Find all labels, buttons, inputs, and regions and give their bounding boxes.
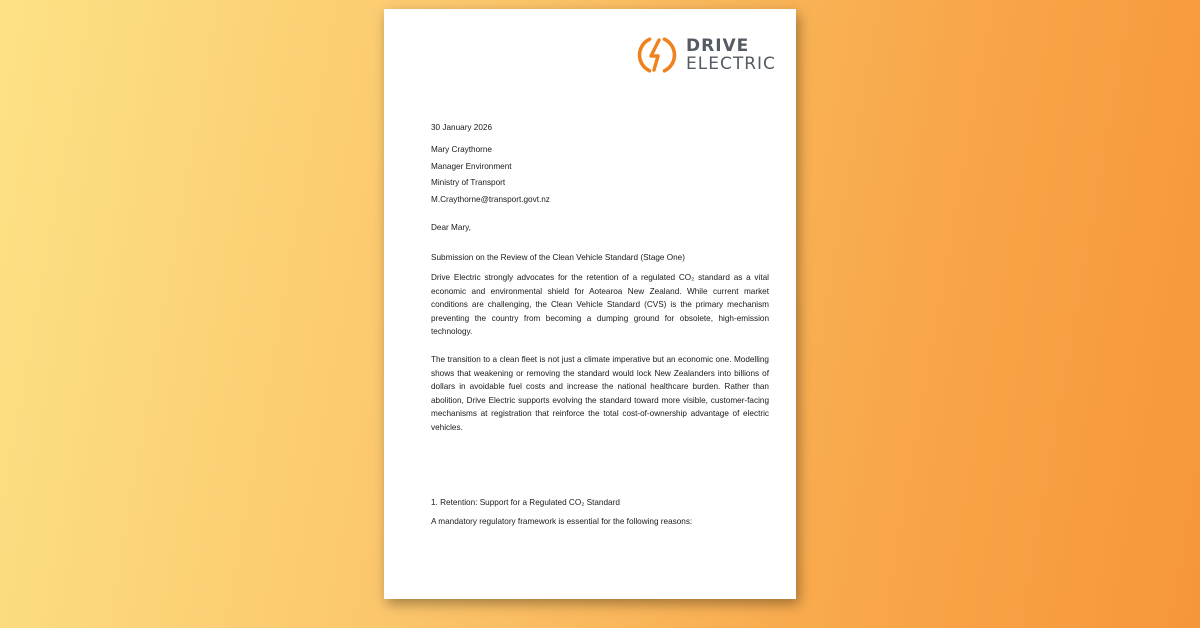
recipient-title: Manager Environment: [431, 161, 512, 171]
logo-word-electric: ELECTRIC: [686, 54, 776, 74]
body-paragraph-2: The transition to a clean fleet is not just a climate imperative but an economic one. Modelling shows that weakening or removing the standard would lock New Zealanders into billions of dollars in avoidable fuel costs and increase the national healthcare burden. Rather than abolition, Drive Electric supports evolving the standard toward more visible, customer-facing mechanisms at registration that reinforce the total cost-of-ownership advantage of electric vehicles.: [431, 355, 769, 432]
letter-page: [384, 9, 796, 599]
section-intro: A mandatory regulatory framework is essential for the following reasons:: [431, 517, 693, 526]
recipient-email: M.Craythorne@transport.govt.nz: [431, 194, 550, 204]
recipient-address: [431, 142, 769, 208]
letter-date: 30 January 2026: [431, 123, 492, 132]
drive-electric-logo: [636, 34, 776, 76]
logo-word-drive: DRIVE: [686, 36, 750, 56]
subject-line: Submission on the Review of the Clean Vehicle Standard (Stage One): [431, 253, 685, 262]
greeting: Dear Mary,: [431, 223, 471, 232]
recipient-organisation: Ministry of Transport: [431, 178, 506, 187]
body-paragraph-1: Drive Electric strongly advocates for the retention of a regulated CO₂ standard as a vital economic and environmental shield for Aotearoa New Zealand. While current market conditions are challenging, the Clean Vehicle Standard (CVS) is the primary mechanism preventing the country from becoming a dumping ground for obsolete, high-emission technology.: [431, 273, 769, 336]
section-heading: 1. Retention: Support for a Regulated CO₂ Standard: [431, 498, 620, 507]
lightning-bolt-icon: [636, 34, 678, 76]
recipient-name: Mary Craythorne: [431, 145, 492, 154]
